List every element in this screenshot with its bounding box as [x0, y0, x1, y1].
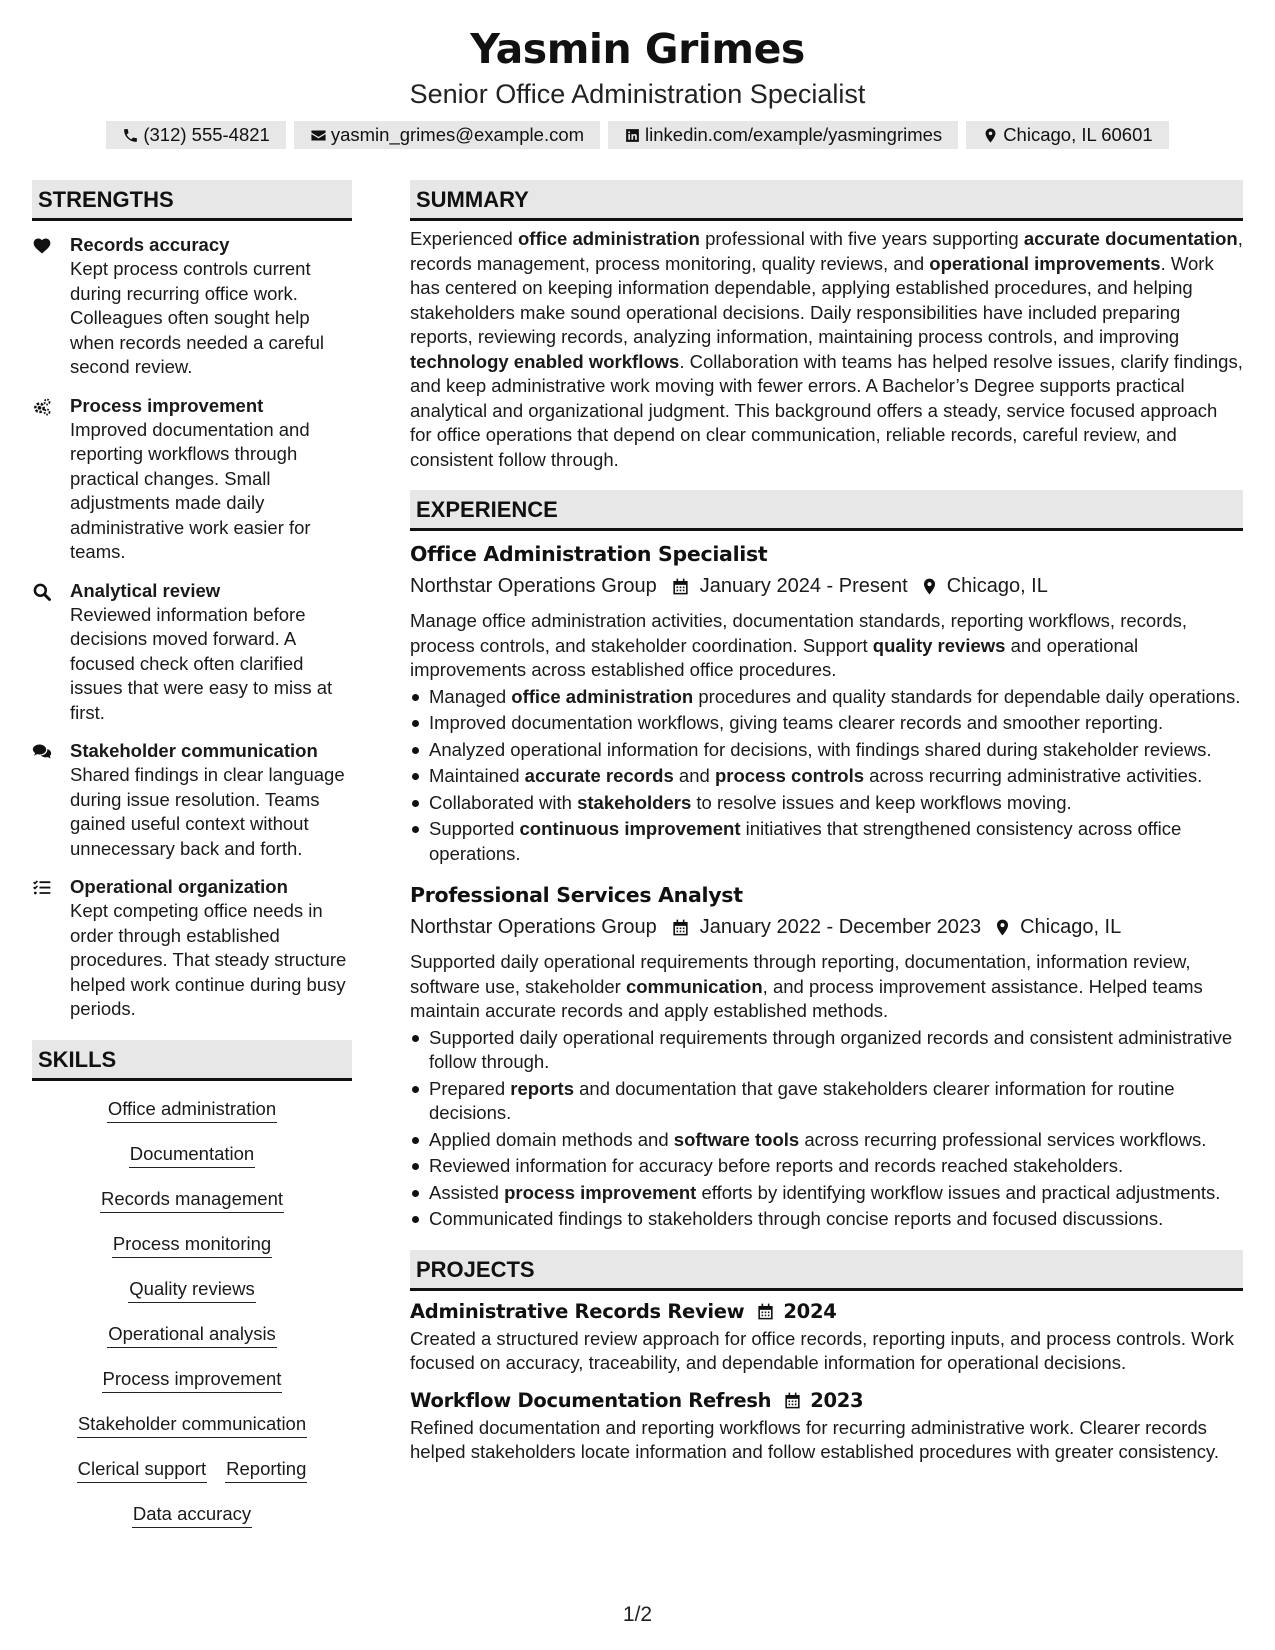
skill-tag: Clerical support: [77, 1455, 208, 1483]
strength-text: Kept process controls current during recurring office work. Colleagues often sought help when records needed a careful second review.: [70, 258, 325, 377]
bold-text: office administration: [517, 228, 700, 249]
project-header: [410, 1386, 1243, 1416]
linkedin-icon: [624, 127, 641, 144]
strength-text: Kept competing office needs in order through established procedures. That steady structure helped work continue during busy periods.: [70, 900, 347, 1019]
skill-tag: Documentation: [129, 1140, 255, 1168]
job-title: Professional Services Analyst: [410, 883, 743, 907]
summary-text: [410, 227, 1243, 472]
map-pin-icon: [993, 918, 1012, 937]
text-run: professional with five years supporting: [699, 228, 1024, 249]
skill-tag: Process monitoring: [112, 1230, 272, 1258]
text-run: across recurring professional services workflows.: [799, 1128, 1207, 1150]
strength-item: [32, 875, 352, 1022]
bold-text: technology enabled workflows: [410, 350, 680, 372]
job-title: Office Administration Specialist: [410, 542, 768, 566]
bold-text: office administration: [511, 685, 694, 707]
skill-tag: Quality reviews: [128, 1275, 255, 1303]
bold-text: reports: [510, 1077, 574, 1099]
candidate-title: Senior Office Administration Specialist: [409, 79, 866, 109]
heart-icon: [32, 236, 52, 256]
project-title: Workflow Documentation Refresh: [410, 1388, 772, 1412]
bold-text: operational improvements: [929, 252, 1161, 274]
job-entry: [410, 539, 1243, 866]
bullet-item: [410, 1181, 1243, 1206]
projects-heading: PROJECTS: [410, 1250, 1243, 1291]
strength-text: Shared findings in clear language during issue resolution. Teams gained useful context without unnecessary back and forth.: [70, 764, 345, 859]
contact-email[interactable]: [294, 121, 600, 149]
company-name: Northstar Operations Group: [410, 575, 657, 597]
strength-text: Reviewed information before decisions moved forward. A focused check often clarified issues that were easy to miss at first.: [70, 603, 333, 723]
contact-linkedin[interactable]: [608, 121, 958, 149]
bullet-item: [410, 711, 1243, 736]
skill-row: [32, 1136, 352, 1181]
strength-body: [70, 579, 352, 726]
project-year: 2024: [783, 1299, 837, 1323]
candidate-name: Yasmin Grimes: [470, 25, 805, 73]
text-run: and: [673, 765, 715, 786]
bullet-item: [410, 791, 1243, 816]
phone-icon: [122, 127, 139, 144]
text-run: Maintained: [429, 765, 525, 786]
strength-item: [32, 739, 352, 861]
skills-heading: SKILLS: [32, 1040, 352, 1081]
project-title: Administrative Records Review: [410, 1299, 745, 1323]
text-run: and documentation that gave stakeholders clearer information for routine decisions.: [429, 1077, 1175, 1123]
text-run: and operational improvements across established office procedures.: [410, 634, 1139, 680]
left-column: [32, 180, 352, 1541]
job-dates: January 2024 - Present: [699, 575, 908, 597]
envelope-icon: [310, 127, 327, 144]
comments-icon: [32, 742, 52, 762]
project-header: [410, 1297, 1243, 1327]
job-description: [410, 609, 1243, 683]
bullet-item: [410, 1128, 1243, 1153]
bold-text: continuous improvement: [519, 818, 741, 839]
skill-row: [32, 1361, 352, 1406]
skill-row: [32, 1496, 352, 1541]
calendar-icon: [671, 577, 690, 596]
bullet-item: [410, 738, 1243, 763]
job-meta: [410, 912, 1243, 942]
job-dates: January 2022 - December 2023: [699, 916, 982, 938]
company-name: Northstar Operations Group: [410, 916, 657, 938]
bold-text: accurate documentation: [1023, 228, 1238, 249]
text-run: procedures and quality standards for dependable daily operations.: [693, 685, 1241, 707]
skill-tag: Records management: [100, 1185, 284, 1213]
strength-text: Improved documentation and reporting workflows through practical changes. Small adjustments made daily administrative work easier for teams.: [70, 418, 311, 562]
text-run: Supported: [429, 818, 520, 839]
map-pin-icon: [982, 127, 999, 144]
text-run: efforts by identifying workflow issues and practical adjustments.: [696, 1181, 1221, 1203]
project-description: Refined documentation and reporting workflows for recurring administrative work. Clearer records helped stakeholders locate information and follow established procedures with greater consistency.: [410, 1416, 1219, 1462]
strength-item: [32, 233, 352, 380]
map-pin-icon: [920, 577, 939, 596]
project-entry: [410, 1297, 1243, 1376]
jobs-list: [410, 539, 1243, 1232]
text-run: Supported daily operational requirements through reporting, documentation, information review, software use, stakeholder: [410, 951, 1191, 997]
strength-title: Analytical review: [70, 579, 221, 601]
calendar-icon: [756, 1302, 775, 1321]
page-number: 1/2: [622, 1603, 653, 1626]
strength-body: [70, 875, 352, 1022]
skill-tag: Office administration: [107, 1095, 277, 1123]
strength-body: [70, 394, 352, 565]
job-location: Chicago, IL: [946, 575, 1048, 597]
text-run: initiatives that strengthened consistency across office operations.: [429, 818, 1182, 864]
search-icon: [32, 582, 52, 602]
skill-tag: Stakeholder communication: [77, 1410, 307, 1438]
strength-icon-wrap: [32, 739, 70, 861]
strength-icon-wrap: [32, 394, 70, 565]
bullet-item: [410, 817, 1243, 866]
job-bullets: [410, 1026, 1243, 1232]
bullet-item: [410, 1026, 1243, 1075]
strengths-list: [32, 233, 352, 1022]
bold-text: software tools: [673, 1128, 800, 1150]
experience-heading: EXPERIENCE: [410, 490, 1243, 531]
bold-text: stakeholders: [577, 791, 692, 813]
contact-location: [966, 121, 1168, 149]
text-run: Communicated findings to stakeholders through concise reports and focused discussions.: [429, 1208, 1164, 1229]
skill-tag: Operational analysis: [107, 1320, 277, 1348]
strength-body: [70, 739, 352, 861]
skill-row: [32, 1271, 352, 1316]
skill-row: [32, 1091, 352, 1136]
job-location: Chicago, IL: [1020, 916, 1122, 938]
bold-text: communication: [625, 975, 763, 997]
bullet-item: [410, 764, 1243, 789]
resume-header: [0, 22, 1275, 149]
text-run: Supported daily operational requirements through organized records and consistent administrative follow through.: [429, 1026, 1233, 1072]
strength-body: [70, 233, 352, 380]
skill-row: [32, 1316, 352, 1361]
linkedin-text: linkedin.com/example/yasmingrimes: [645, 124, 943, 145]
text-run: Assisted: [429, 1181, 505, 1203]
phone-text: (312) 555-4821: [143, 124, 270, 145]
skill-tag: Data accuracy: [132, 1500, 252, 1528]
job-entry: [410, 880, 1243, 1232]
text-run: Managed: [429, 685, 512, 707]
job-bullets: [410, 685, 1243, 867]
skill-tag: Process improvement: [102, 1365, 283, 1393]
text-run: to resolve issues and keep workflows moving.: [691, 791, 1072, 813]
job-meta: [410, 571, 1243, 601]
skill-row: [32, 1406, 352, 1451]
bold-text: accurate records: [524, 765, 674, 786]
text-run: . Collaboration with teams has helped resolve issues, clarify findings, and keep administrative work moving with fewer errors. A Bachelor’s Degree supports practical analytical and organizational judgment. This background offers a steady, service focused approach for office operations that depend on clear communication, reliable records, careful review, and consistent follow through.: [410, 350, 1243, 470]
text-run: Improved documentation workflows, giving teams clearer records and smoother reporting.: [429, 712, 1164, 733]
list-check-icon: [32, 878, 52, 898]
bullet-item: [410, 1077, 1243, 1126]
strength-title: Records accuracy: [70, 234, 230, 255]
project-description: Created a structured review approach for office records, reporting inputs, and process controls. Work focused on accuracy, traceability, and dependable information for operational decisions.: [410, 1327, 1234, 1373]
project-year: 2023: [810, 1388, 864, 1412]
contact-phone[interactable]: [106, 121, 286, 149]
text-run: across recurring administrative activities.: [864, 765, 1203, 786]
calendar-icon: [783, 1391, 802, 1410]
bold-text: quality reviews: [872, 634, 1006, 656]
bold-text: process improvement: [504, 1181, 697, 1203]
skill-row: [32, 1451, 352, 1496]
contact-bar: [0, 121, 1275, 149]
skill-row: [32, 1226, 352, 1271]
text-run: Manage office administration activities, documentation standards, reporting workflows, records, process controls, and stakeholder coordination. Support: [410, 610, 1188, 656]
text-run: Analyzed operational information for decisions, with findings shared during stakeholder reviews.: [429, 738, 1212, 760]
text-run: . Work has centered on keeping information dependable, applying established procedures, and helping stakeholders make sound operational decisions. Daily responsibilities have included preparing reports, reviewing records, analyzing information, maintaining process controls, and improving: [410, 252, 1214, 347]
text-run: Experienced: [410, 228, 518, 249]
skill-tag: Reporting: [225, 1455, 307, 1483]
bullet-item: [410, 1207, 1243, 1232]
strength-icon-wrap: [32, 875, 70, 1022]
summary-heading: SUMMARY: [410, 180, 1243, 221]
location-text: Chicago, IL 60601: [1003, 124, 1153, 145]
text-run: Collaborated with: [429, 791, 578, 813]
bullet-item: [410, 1154, 1243, 1179]
gears-icon: [32, 397, 52, 417]
calendar-icon: [671, 918, 690, 937]
strength-item: [32, 579, 352, 726]
strength-icon-wrap: [32, 579, 70, 726]
project-entry: [410, 1386, 1243, 1465]
text-run: , records management, process monitoring, quality reviews, and: [410, 228, 1243, 274]
strengths-heading: STRENGTHS: [32, 180, 352, 221]
projects-list: [410, 1297, 1243, 1465]
email-text: yasmin_grimes@example.com: [330, 124, 585, 145]
skill-row: [32, 1181, 352, 1226]
text-run: Reviewed information for accuracy before reports and records reached stakeholders.: [429, 1155, 1124, 1176]
strength-item: [32, 394, 352, 565]
strength-title: Process improvement: [70, 394, 264, 416]
bold-text: process controls: [714, 765, 865, 786]
strength-icon-wrap: [32, 233, 70, 380]
job-description: [410, 950, 1243, 1024]
strength-title: Stakeholder communication: [70, 740, 318, 761]
skills-list: [32, 1091, 352, 1541]
bullet-item: [410, 685, 1243, 710]
strength-title: Operational organization: [70, 876, 288, 897]
right-column: [410, 180, 1243, 1475]
text-run: , and process improvement assistance. Helped teams maintain accurate records and apply established methods.: [410, 975, 1203, 1021]
text-run: Prepared: [429, 1077, 511, 1099]
text-run: Applied domain methods and: [429, 1128, 674, 1150]
